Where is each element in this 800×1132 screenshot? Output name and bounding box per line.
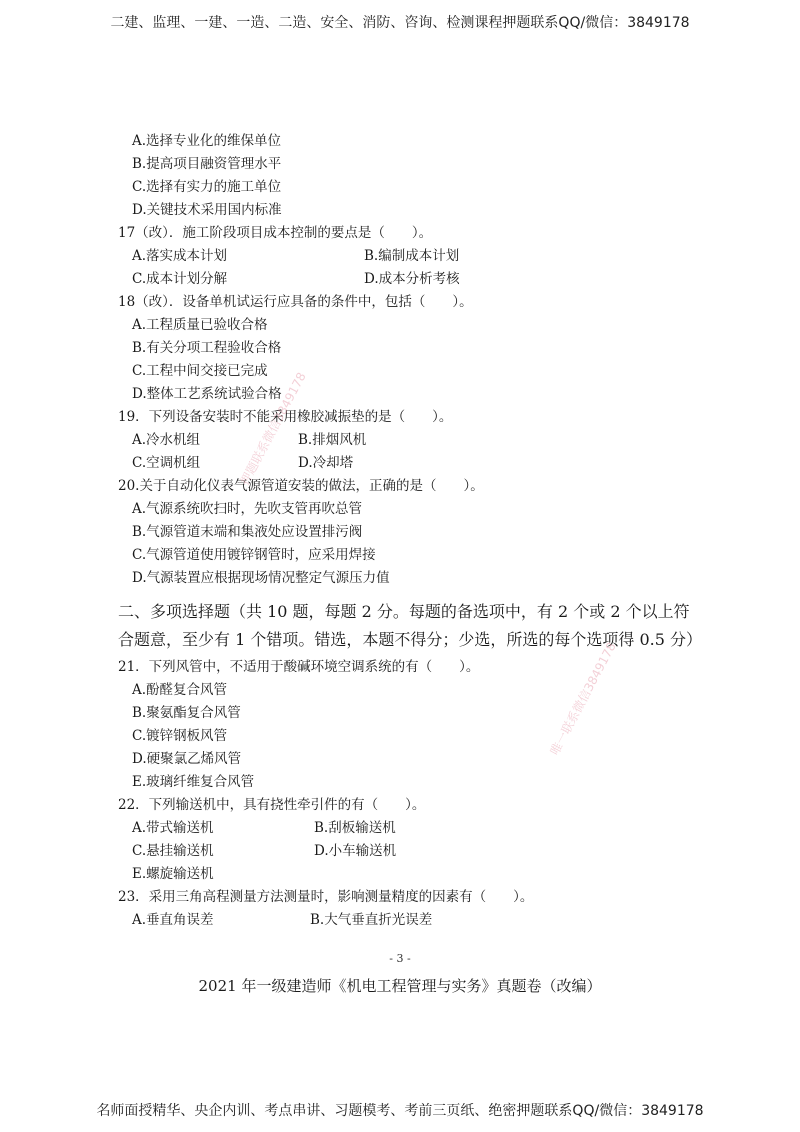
question-22: 22．下列输送机中，具有挠性牵引件的有（ ）。 xyxy=(118,797,426,813)
exam-body xyxy=(118,130,718,932)
document-title: 2021 年一级建造师《机电工程管理与实务》真题卷（改编） xyxy=(198,977,602,995)
q20-option-a: A.气源系统吹扫时，先吹支管再吹总管 xyxy=(132,501,363,517)
q20-option-c: C.气源管道使用镀锌钢管时，应采用焊接 xyxy=(132,547,376,563)
q20-option-d: D.气源装置应根据现场情况整定气源压力值 xyxy=(132,570,390,586)
section-multiple-choice-heading: 二、多项选择题（共 10 题，每题 2 分。每题的备选项中，有 2 个或 2 个以上符合题意，至少有 1 个错项。错选，本题不得分；少选，所选的每个选项得 0.5 分） xyxy=(118,602,702,649)
q17-option-d: D.成本分析考核 xyxy=(364,271,460,287)
q17-option-a: A.落实成本计划 xyxy=(132,248,228,264)
q17-option-c: C.成本计划分解 xyxy=(132,271,228,287)
q23-option-a: A.垂直角误差 xyxy=(132,912,214,928)
q19-option-c: C.空调机组 xyxy=(132,455,201,471)
q22-option-a: A.带式输送机 xyxy=(132,820,214,836)
option-prev-a: A.选择专业化的维保单位 xyxy=(132,133,282,149)
q23-row-ab xyxy=(118,909,718,932)
q20-option-b: B.气源管道末端和集液处应设置排污阀 xyxy=(132,524,363,540)
q23-option-b: B.大气垂直折光误差 xyxy=(310,912,433,928)
option-prev-d: D.关键技术采用国内标准 xyxy=(132,202,282,218)
q21-option-c: C.镀锌钢板风管 xyxy=(132,728,228,744)
watermark-2: 唯一联系微信3849178 xyxy=(547,640,619,758)
q21-option-a: A.酚醛复合风管 xyxy=(132,682,228,698)
q19-option-a: A.冷水机组 xyxy=(132,432,201,448)
q17-option-b: B.编制成本计划 xyxy=(364,248,460,264)
q22-option-b: B.刮板输送机 xyxy=(314,820,396,836)
q19-row-ab xyxy=(118,429,718,452)
q22-option-e: E.螺旋输送机 xyxy=(132,866,214,882)
question-18: 18（改）．设备单机试运行应具备的条件中，包括（ ）。 xyxy=(118,294,473,310)
q21-option-d: D.硬聚氯乙烯风管 xyxy=(132,751,242,767)
q19-option-d: D.冷却塔 xyxy=(298,455,354,471)
q18-option-c: C.工程中间交接已完成 xyxy=(132,363,268,379)
q19-row-cd xyxy=(118,452,718,475)
q18-option-d: D.整体工艺系统试验合格 xyxy=(132,386,282,402)
question-17: 17（改）．施工阶段项目成本控制的要点是（ ）。 xyxy=(118,225,433,241)
watermark-1: 押题联系微信3849178 xyxy=(237,370,309,488)
question-23: 23．采用三角高程测量方法测量时，影响测量精度的因素有（ ）。 xyxy=(118,889,534,905)
question-20: 20.关于自动化仪表气源管道安装的做法，正确的是（ ）。 xyxy=(118,478,484,494)
q22-row-ab xyxy=(118,817,718,840)
footer-banner: 名师面授精华、央企内训、考点串讲、习题模考、考前三页纸、绝密押题联系QQ/微信：3849178 xyxy=(96,1103,704,1119)
question-21: 21．下列风管中，不适用于酸碱环境空调系统的有（ ）。 xyxy=(118,659,480,675)
page-number: - 3 - xyxy=(389,952,411,965)
q22-row-cd xyxy=(118,840,718,863)
q17-row-cd xyxy=(118,268,718,291)
option-prev-c: C.选择有实力的施工单位 xyxy=(132,179,282,195)
q18-option-a: A.工程质量已验收合格 xyxy=(132,317,268,333)
option-prev-b: B.提高项目融资管理水平 xyxy=(132,156,282,172)
q22-option-d: D.小车输送机 xyxy=(314,843,397,859)
header-banner: 二建、监理、一建、一造、二造、安全、消防、咨询、检测课程押题联系QQ/微信：3849178 xyxy=(110,15,690,31)
q22-option-c: C.悬挂输送机 xyxy=(132,843,214,859)
q21-option-b: B.聚氨酯复合风管 xyxy=(132,705,241,721)
q21-option-e: E.玻璃纤维复合风管 xyxy=(132,774,255,790)
question-19: 19．下列设备安装时不能采用橡胶减振垫的是（ ）。 xyxy=(118,409,453,425)
q18-option-b: B.有关分项工程验收合格 xyxy=(132,340,282,356)
q19-option-b: B.排烟风机 xyxy=(298,432,367,448)
q17-row-ab xyxy=(118,245,718,268)
